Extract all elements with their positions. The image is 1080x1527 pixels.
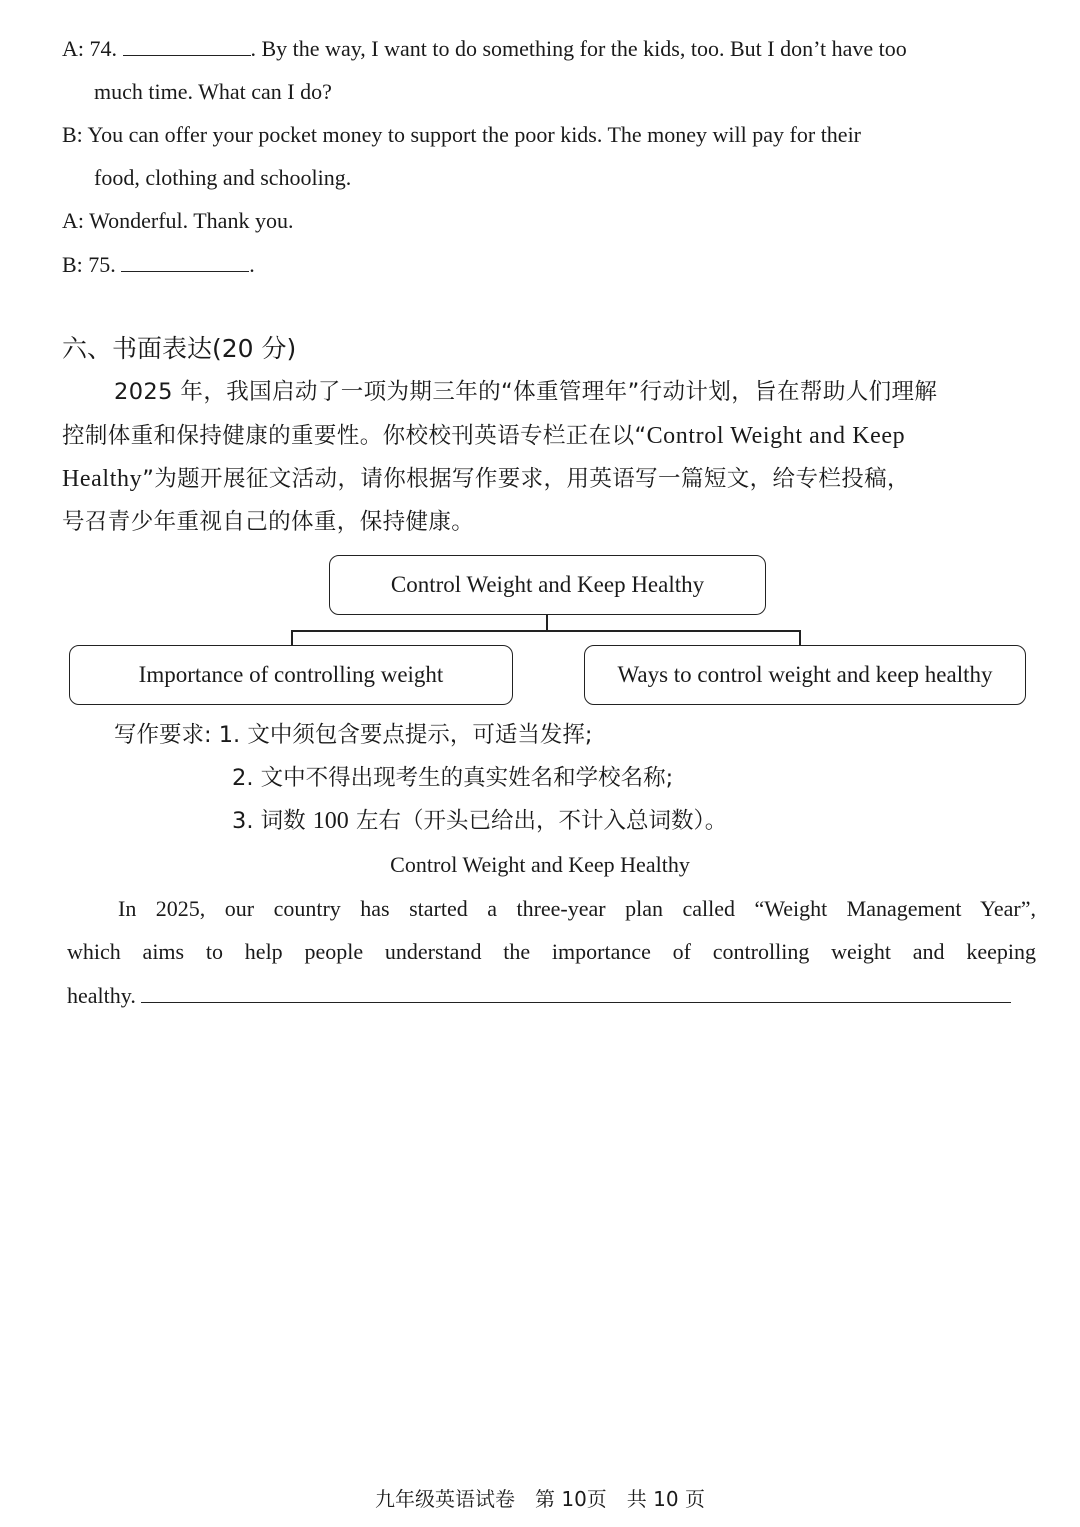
page-footer: 九年级英语试卷 第 10页 共 10 页 [375,1487,705,1511]
word-count: 100 [312,808,349,834]
section-title: 六、书面表达(20 分) [62,334,297,363]
question-75-label: B: 75. [62,252,116,277]
essay-line-start [67,981,1011,1011]
prompt-line [62,464,910,494]
dialogue-line: B: You can offer your pocket money to support the poor kids. The money will pay for their [62,122,862,147]
diagram-connector [546,615,548,631]
dialogue-line-75 [62,250,255,280]
essay-line: which aims to help people understand the importance of controlling weight and keeping [67,939,1036,964]
prompt-line [62,421,905,451]
requirement-text: 左右（开头已给出，不计入总词数）。 [355,808,728,834]
diagram-connector [291,630,293,645]
prompt-text: 控制体重和保持健康的重要性。你校校刊英语专栏正在以“ [62,423,647,449]
requirement-3 [232,806,727,836]
requirement-2: 2. 文中不得出现考生的真实姓名和学校名称; [232,765,674,791]
essay-writing-blank[interactable] [141,982,1011,1003]
essay-text: healthy. [67,983,136,1008]
dialogue-text: . By the way, I want to do something for the kids, too. But I don’t have too [250,36,907,61]
answer-blank-75[interactable] [121,251,249,272]
prompt-topic: Control Weight and Keep [646,423,906,449]
diagram-top-box: Control Weight and Keep Healthy [329,555,766,615]
period: . [249,252,255,277]
dialogue-line: much time. What can I do? [94,79,332,104]
requirement-text: 3. 词数 [232,808,306,834]
prompt-line: 号召青少年重视自己的体重，保持健康。 [62,509,475,535]
prompt-text: ”为题开展征文活动，请你根据写作要求，用英语写一篇短文，给专栏投稿， [142,466,910,492]
requirement-1: 写作要求: 1. 文中须包含要点提示，可适当发挥; [114,722,593,748]
dialogue-line: food, clothing and schooling. [94,165,352,190]
essay-title: Control Weight and Keep Healthy [390,852,690,877]
diagram-connector [799,630,801,645]
dialogue-line: A: Wonderful. Thank you. [62,208,294,233]
diagram-connector [291,630,801,632]
diagram-left-box: Importance of controlling weight [69,645,513,705]
diagram-right-box: Ways to control weight and keep healthy [584,645,1026,705]
prompt-topic: Healthy [62,466,143,492]
answer-blank-74[interactable] [123,35,251,56]
dialogue-line-74 [62,34,907,64]
question-74-label: A: 74. [62,36,117,61]
prompt-line: 2025 年，我国启动了一项为期三年的“体重管理年”行动计划，旨在帮助人们理解 [114,379,938,405]
essay-line: In 2025, our country has started a three-year plan called “Weight Management Year”, [118,896,1036,921]
